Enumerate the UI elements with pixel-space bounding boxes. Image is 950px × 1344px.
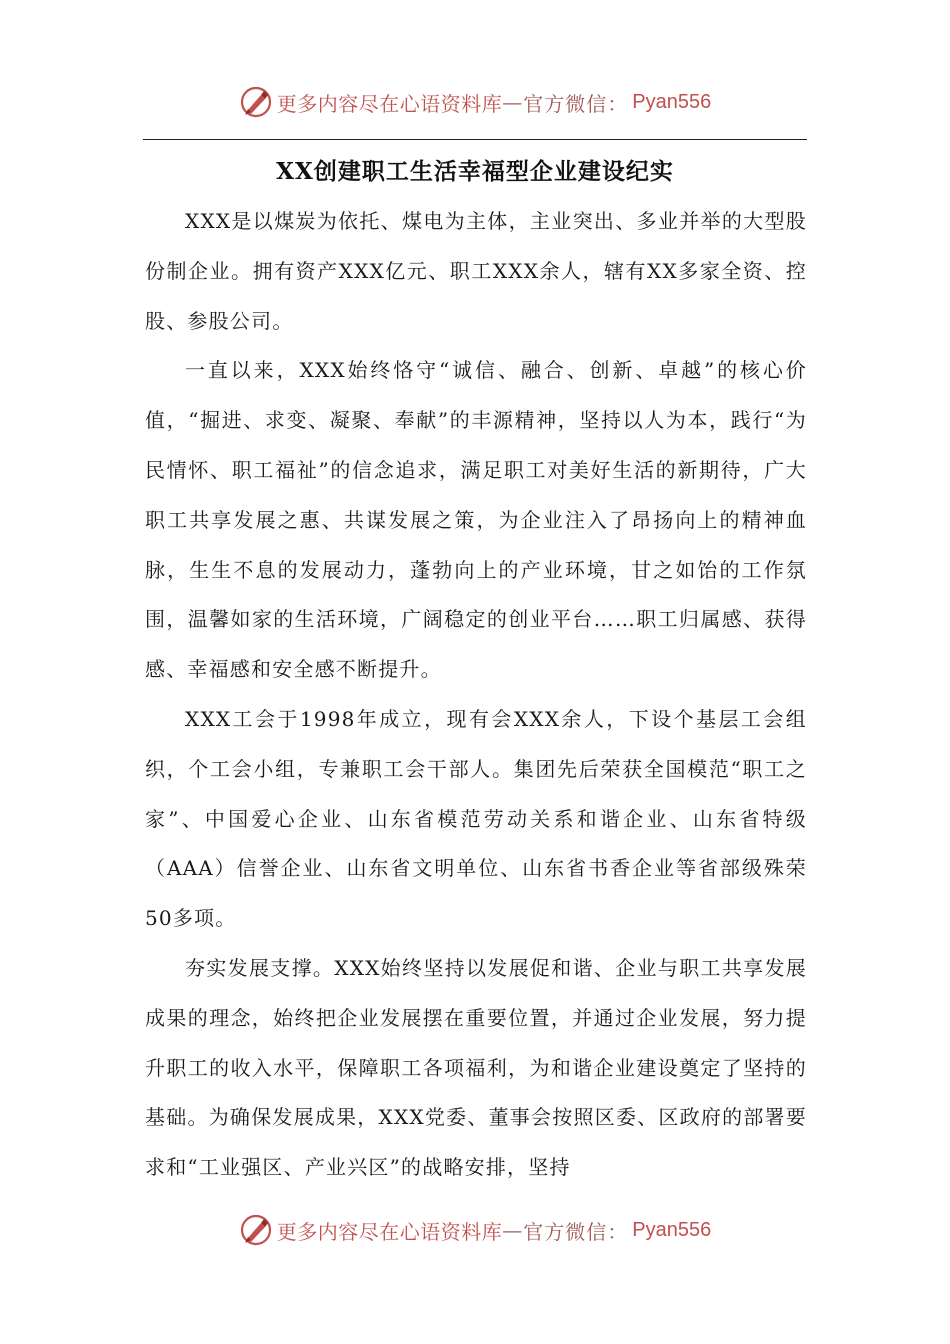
document-title: XX创建职工生活幸福型企业建设纪实 [276, 158, 674, 185]
paragraph: XXX是以煤炭为依托、煤电为主体，主业突出、多业并举的大型股份制企业。拥有资产XXX亿元、职工XXX余人，辖有XX多家全资、控股、参股公司。 [145, 209, 807, 333]
watermark-lead-text: 更多内容尽在心语资料库 [276, 1219, 503, 1244]
watermark-wechat-id: Pyan556 [632, 90, 712, 113]
watermark-tail-text: 官方微信： [523, 1219, 629, 1244]
pen-logo-icon [239, 85, 273, 119]
watermark-dash: — [502, 90, 524, 114]
watermark-wechat-id: Pyan556 [632, 1218, 712, 1241]
pen-logo-icon [239, 1213, 273, 1247]
header-divider [143, 139, 807, 140]
paragraph: 夯实发展支撑。XXX始终坚持以发展促和谐、企业与职工共享发展成果的理念，始终把企业发展摆在重要位置，并通过企业发展，努力提升职工的收入水平，保障职工各项福利，为和谐企业建设奠定了坚持的基础。为确保发展成果，XXX党委、董事会按照区委、区政府的部署要求和“工业强区、产业兴区”的战略安排，坚持 [145, 955, 807, 1180]
watermark-tail-text: 官方微信： [523, 91, 629, 116]
watermark-dash: — [502, 1218, 524, 1242]
watermark-lead-text: 更多内容尽在心语资料库 [276, 91, 503, 116]
header-watermark [0, 80, 950, 124]
paragraph: XXX工会于1998年成立，现有会XXX余人，下设个基层工会组织，个工会小组，专兼职工会干部人。集团先后荣获全国模范“职工之家”、中国爱心企业、山东省模范劳动关系和谐企业、山东省特级（AAA）信誉企业、山东省文明单位、山东省书香企业等省部级殊荣50多项。 [145, 706, 807, 931]
footer-watermark [0, 1208, 950, 1252]
paragraph: 一直以来，XXX始终恪守“诚信、融合、创新、卓越”的核心价值，“掘进、求变、凝聚、奉献”的丰源精神，坚持以人为本，践行“为民情怀、职工福祉”的信念追求，满足职工对美好生活的新期待，广大职工共享发展之惠、共谋发展之策，为企业注入了昂扬向上的精神血脉，生生不息的发展动力，蓬勃向上的产业环境，甘之如饴的工作氛围，温馨如家的生活环境，广阔稳定的创业平台……职工归属感、获得感、幸福感和安全感不断提升。 [145, 358, 807, 682]
document-body [145, 197, 807, 1193]
